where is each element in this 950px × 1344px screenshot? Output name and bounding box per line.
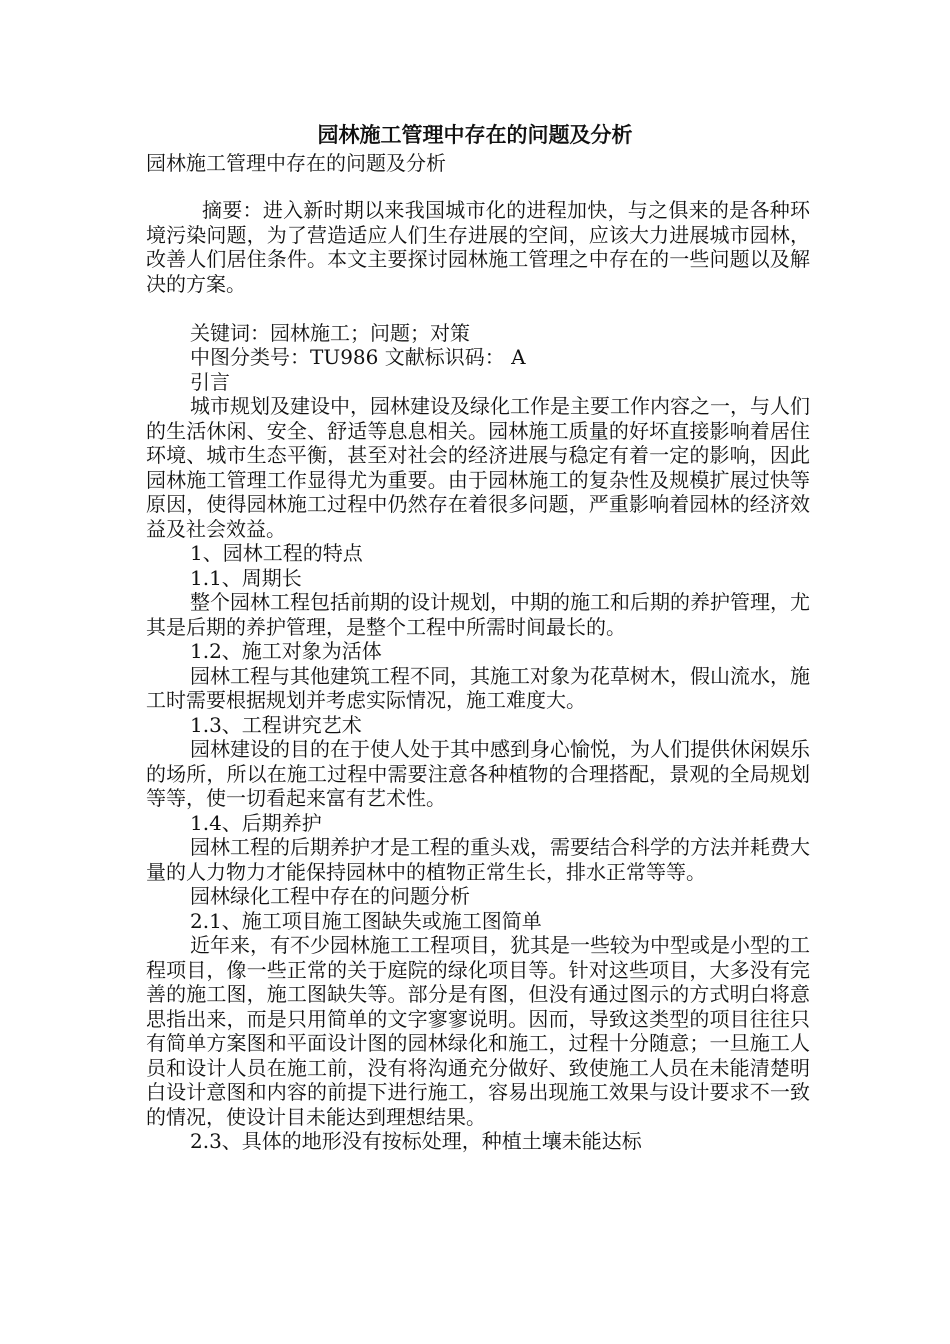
body-paragraph: 整个园林工程包括前期的设计规划，中期的施工和后期的养护管理，尤其是后期的养护管理，是整个工程中所需时间最长的。 [146, 590, 810, 639]
subsection-heading-1-1: 1.1、周期长 [190, 565, 302, 590]
classification-line: 中图分类号：TU986 文献标识码： A [190, 345, 526, 369]
body-paragraph: 园林工程的后期养护才是工程的重头戏，需要结合科学的方法并耗费大量的人力物力才能保持园林中的植物正常生长，排水正常等等。 [146, 835, 810, 884]
subsection-heading-1-2: 1.2、施工对象为活体 [190, 639, 382, 663]
section-heading-intro: 引言 [190, 369, 230, 394]
document-subtitle: 园林施工管理中存在的问题及分析 [146, 151, 446, 175]
document-title: 园林施工管理中存在的问题及分析 [317, 122, 633, 147]
body-paragraph: 园林建设的目的在于使人处于其中感到身心愉悦，为人们提供休闲娱乐的场所，所以在施工过程中需要注意各种植物的合理搭配，景观的全局规划等等，使一切看起来富有艺术性。 [146, 737, 810, 810]
body-paragraph: 园林工程与其他建筑工程不同，其施工对象为花草树木，假山流水，施工时需要根据规划并考虑实际情况，施工难度大。 [146, 663, 810, 712]
body-paragraph: 城市规划及建设中，园林建设及绿化工作是主要工作内容之一，与人们的生活休闲、安全、舒适等息息相关。园林施工质量的好坏直接影响着居住环境、城市生态平衡，甚至对社会的经济进展与稳定有着一定的影响，因此园林施工管理工作显得尤为重要。由于园林施工的复杂性及规模扩展过快等原因，使得园林施工过程中仍然存在着很多问题，严重影响着园林的经济效益及社会效益。 [146, 394, 810, 541]
subsection-heading-2-1: 2.1、施工项目施工图缺失或施工图简单 [190, 908, 542, 933]
subsection-heading-2-3: 2.3、具体的地形没有按标处理，种植土壤未能达标 [190, 1129, 642, 1153]
subsection-heading-1-4: 1.4、后期养护 [190, 810, 322, 835]
section-heading-2: 园林绿化工程中存在的问题分析 [190, 884, 470, 908]
abstract-paragraph: 摘要：进入新时期以来我国城市化的进程加快，与之俱来的是各种环境污染问题，为了营造适应人们生存进展的空间，应该大力进展城市园林，改善人们居住条件。本文主要探讨园林施工管理之中存在的一些问题以及解决的方案。 [146, 198, 810, 296]
section-heading-1: 1、园林工程的特点 [190, 541, 363, 565]
subsection-heading-1-3: 1.3、工程讲究艺术 [190, 712, 362, 737]
keywords-line: 关键词：园林施工；问题；对策 [190, 320, 470, 345]
document-body [146, 198, 810, 1154]
body-paragraph: 近年来，有不少园林施工工程项目，犹其是一些较为中型或是小型的工程项目，像一些正常的关于庭院的绿化项目等。针对这些项目，大多没有完善的施工图，施工图缺失等。部分是有图，但没有通过图示的方式明白将意思指出来，而是只用简单的文字寥寥说明。因而，导致这类型的项目往往只有简单方案图和平面设计图的园林绿化和施工，过程十分随意；一旦施工人员和设计人员在施工前，没有将沟通充分做好、致使施工人员在未能清楚明白设计意图和内容的前提下进行施工，容易出现施工效果与设计要求不一致的情况，使设计目未能达到理想结果。 [146, 933, 810, 1129]
